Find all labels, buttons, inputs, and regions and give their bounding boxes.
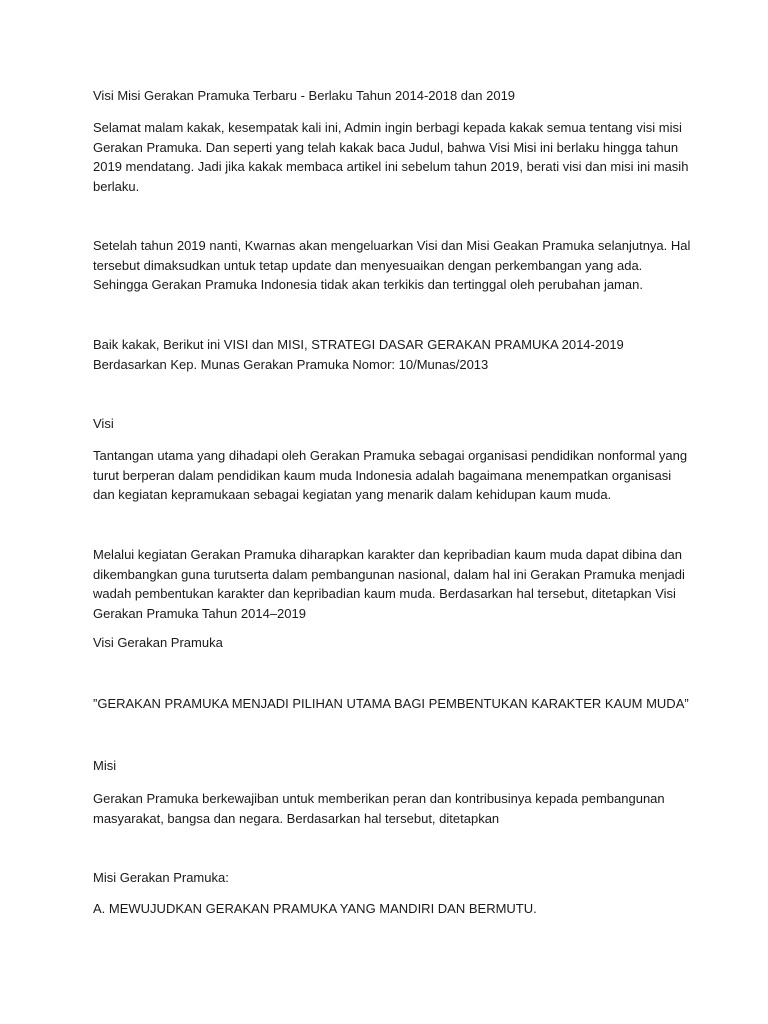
- visi-hope-paragraph: Melalui kegiatan Gerakan Pramuka diharapkan karakter dan kepribadian kaum muda dapat dibina dan dikembangkan guna turutserta dalam pembangunan nasional, dalam hal ini Gerakan Pramuka menjadi wadah pembentukan karakter dan kepribadian kaum muda. Berdasarkan hal tersebut, ditetapkan Visi Gerakan Pramuka Tahun 2014–2019: [93, 547, 685, 621]
- misi-heading: Misi: [93, 758, 117, 773]
- document-title: Visi Misi Gerakan Pramuka Terbaru - Berlaku Tahun 2014-2018 dan 2019: [93, 88, 516, 103]
- visi-label: Visi Gerakan Pramuka: [93, 635, 223, 650]
- document-page: [93, 0, 713, 1024]
- after-2019-paragraph: Setelah tahun 2019 nanti, Kwarnas akan mengeluarkan Visi dan Misi Geakan Pramuka selanjutnya. Hal tersebut dimaksudkan untuk tetap update dan menyesuaikan dengan perkembangan yang ada. Sehingga Gerakan Pramuka Indonesia tidak akan terkikis dan tertinggal oleh perubahan jaman.: [93, 238, 691, 292]
- visi-heading: Visi: [93, 416, 114, 431]
- visi-challenge-paragraph: Tantangan utama yang dihadapi oleh Gerakan Pramuka sebagai organisasi pendidikan nonformal yang turut berperan dalam pendidikan kaum muda Indonesia adalah bagaimana menempatkan organisasi dan kegiatan kepramukaan sebagai kegiatan yang menarik dalam kehidupan kaum muda.: [93, 448, 688, 502]
- misi-item-a: A. MEWUJUDKAN GERAKAN PRAMUKA YANG MANDIRI DAN BERMUTU.: [93, 901, 537, 916]
- misi-label: Misi Gerakan Pramuka:: [93, 870, 229, 885]
- visi-statement: ”GERAKAN PRAMUKA MENJADI PILIHAN UTAMA BAGI PEMBENTUKAN KARAKTER KAUM MUDA”: [93, 696, 689, 711]
- misi-intro-paragraph: Gerakan Pramuka berkewajiban untuk memberikan peran dan kontribusinya kepada pembangunan masyarakat, bangsa dan negara. Berdasarkan hal tersebut, ditetapkan: [93, 791, 665, 826]
- basis-paragraph: Baik kakak, Berikut ini VISI dan MISI, STRATEGI DASAR GERAKAN PRAMUKA 2014-2019 Berdasarkan Kep. Munas Gerakan Pramuka Nomor: 10/Munas/2013: [93, 337, 624, 372]
- intro-paragraph: Selamat malam kakak, kesempatak kali ini, Admin ingin berbagi kepada kakak semua tentang visi misi Gerakan Pramuka. Dan seperti yang telah kakak baca Judul, bahwa Visi Misi ini berlaku hingga tahun 2019 mendatang. Jadi jika kakak membaca artikel ini sebelum tahun 2019, berati visi dan misi ini masih berlaku.: [93, 120, 689, 194]
